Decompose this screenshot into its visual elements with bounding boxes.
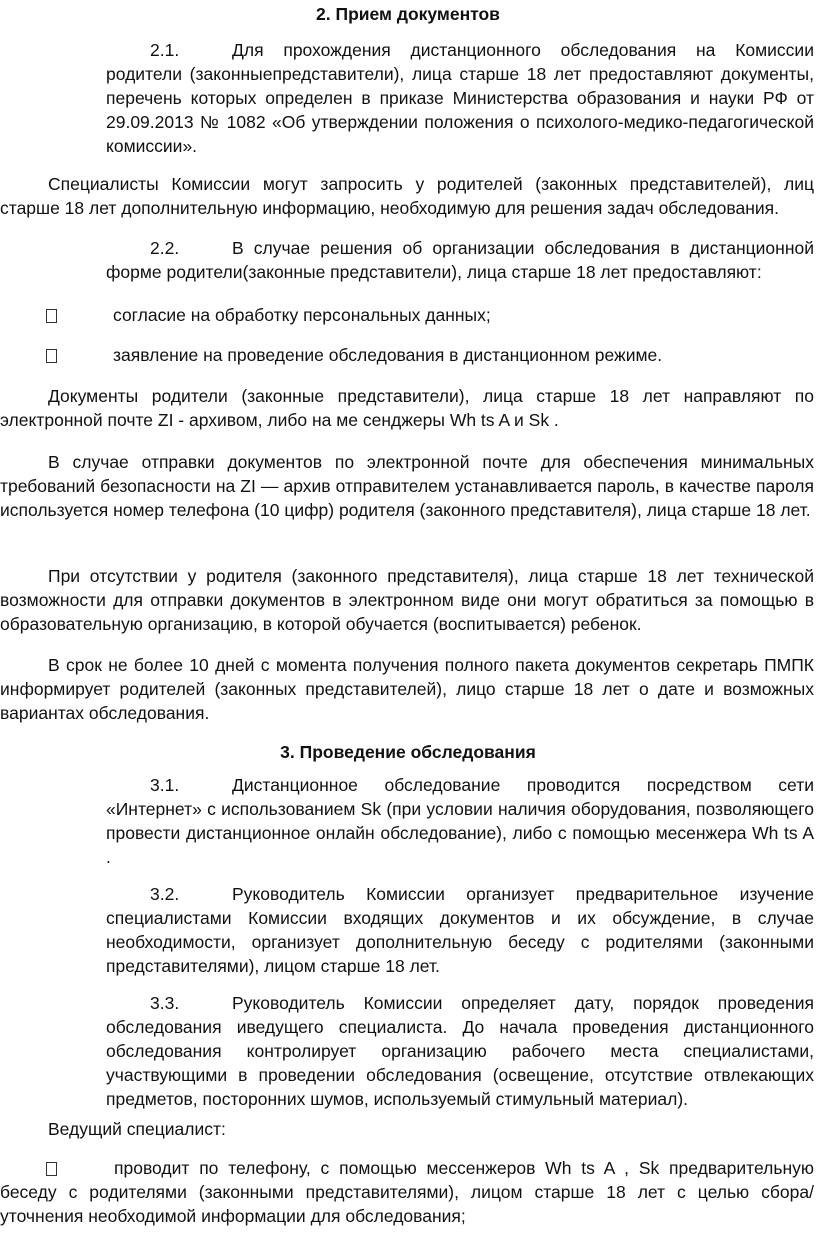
clause-2-1-text: Для прохождения дистанционного обследования на Комиссии родители (законныепредставители), лица старше 18 лет предоставляют документы, перечень которых определен в приказе Министерства образования и науки РФ от 29.09.2013 № 1082 «Об утверждении положения о психолого-медико-педагогической комиссии». xyxy=(106,40,814,156)
clause-2-1-number: 2.1. xyxy=(150,40,180,60)
paragraph-additional-info: Специалисты Комиссии могут запросить у родителей (законных представителей), лиц старше 18 лет дополнительную информацию, необходимую для решения задач обследования. xyxy=(0,174,814,218)
clause-2-1 xyxy=(106,38,814,158)
paragraph-zip-password: В случае отправки документов по электронной почте для обеспечения минимальных требований безопасности на ZI — архив отправителем устанавливается пароль, в качестве пароля используется номер телефона (10 цифр) родителя (законного представителя), лица старше 18 лет. xyxy=(0,452,814,520)
bullet-consent xyxy=(0,303,814,327)
bullet-application-text: заявление на проведение обследования в дистанционном режиме. xyxy=(113,345,663,365)
clause-2-2-number: 2.2. xyxy=(150,238,180,258)
paragraph-deadline: В срок не более 10 дней с момента получения полного пакета документов секретарь ПМПК информирует родителей (законных представителей), лицо старше 18 лет о дате и возможных вариантах обследования. xyxy=(0,655,814,723)
section-3-title: 3. Проведение обследования xyxy=(280,742,536,762)
clause-3-2-text: Руководитель Комиссии организует предварительное изучение специалистами Комиссии входящих документов и их обсуждение, в случае необходимости, организует дополнительную беседу с родителями (законными представителями), лицом старше 18 лет. xyxy=(106,884,814,976)
section-2-title: 2. Прием документов xyxy=(316,4,500,24)
clause-3-2 xyxy=(106,882,814,978)
clause-3-3-number: 3.3. xyxy=(150,993,180,1013)
clause-3-1-text: Дистанционное обследование проводится посредством сети «Интернет» с использованием Sk (при условии наличия оборудования, позволяющего провести дистанционное онлайн обследование), либо с помощью месенжера Wh ts A . xyxy=(106,775,814,867)
bullet-application xyxy=(0,343,814,367)
clause-2-2 xyxy=(106,236,814,284)
clause-3-3-text: Руководитель Комиссии определяет дату, порядок проведения обследования иведущего специалиста. До начала проведения дистанционного обследования контролирует организацию рабочего места специалистами, участвующими в проведении обследования (освещение, отсутствие отвлекающих предметов, посторонних шумов, используемый стимульный материал). xyxy=(106,993,814,1109)
checkbox-bullet-icon xyxy=(46,349,57,363)
checkbox-bullet-icon xyxy=(46,1162,57,1176)
clause-3-3 xyxy=(106,991,814,1111)
bullet-consent-text: согласие на обработку персональных данных; xyxy=(113,305,491,325)
clause-3-1 xyxy=(106,773,814,869)
bullet-preliminary-talk-text: проводит по телефону, с помощью мессенжеров Wh ts A , Sk предварительную беседу с родителями (законными представителями), лицом старше 18 лет с целью сбора/ уточнения необходимой информации для обследования; xyxy=(0,1158,814,1226)
clause-3-2-number: 3.2. xyxy=(150,884,180,904)
lead-specialist-label: Ведущий специалист: xyxy=(48,1119,226,1139)
paragraph-send-documents: Документы родители (законные представители), лица старше 18 лет направляют по электронной почте ZI - архивом, либо на ме сенджеры Wh ts A и Sk . xyxy=(0,386,814,430)
clause-2-2-text: В случае решения об организации обследования в дистанционной форме родители(законные представители), лица старше 18 лет предоставляют: xyxy=(106,238,814,282)
bullet-preliminary-talk xyxy=(0,1156,814,1228)
clause-3-1-number: 3.1. xyxy=(150,775,180,795)
checkbox-bullet-icon xyxy=(46,309,57,323)
paragraph-no-technical-means: При отсутствии у родителя (законного представителя), лица старше 18 лет технической возможности для отправки документов в электронном виде они могут обратиться за помощью в образовательную организацию, в которой обучается (воспитывается) ребенок. xyxy=(0,566,814,634)
